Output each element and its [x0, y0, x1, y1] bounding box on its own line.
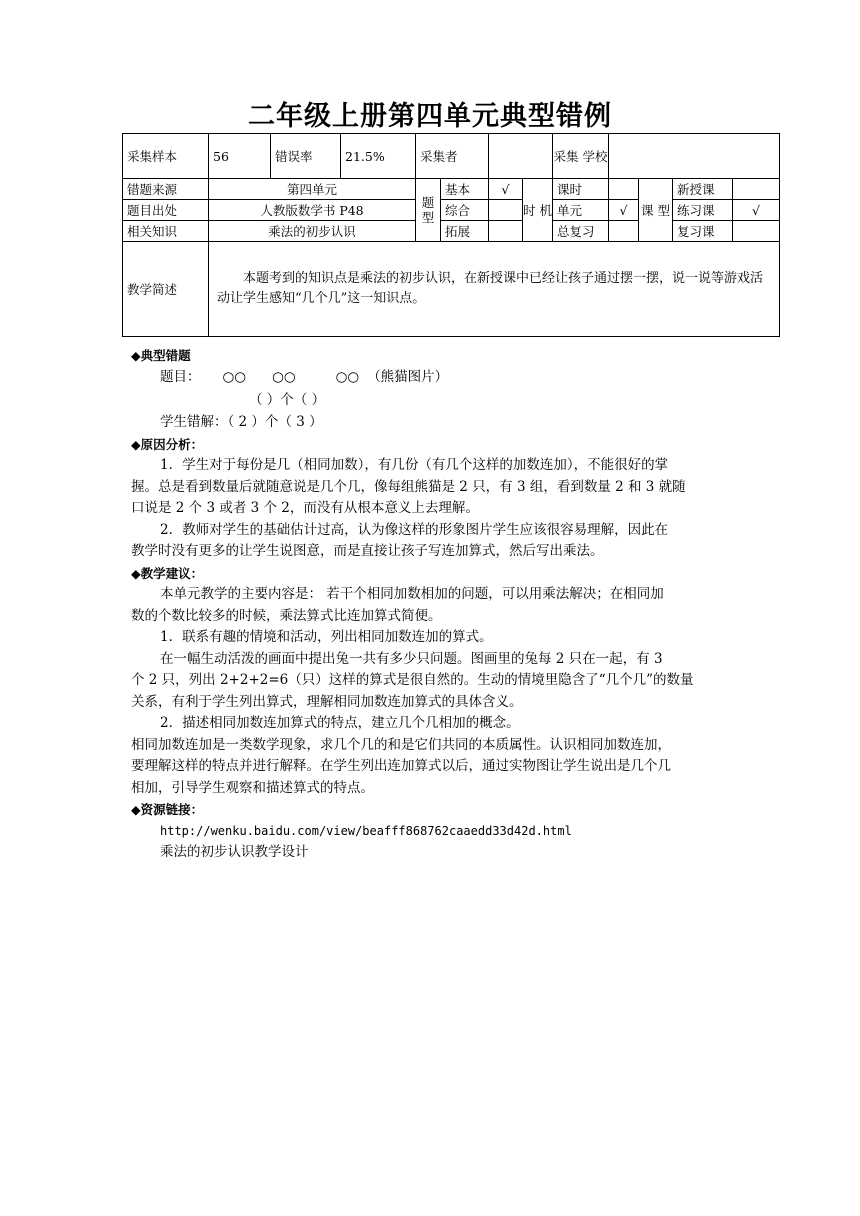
page-title: 二年级上册第四单元典型错例 — [248, 101, 612, 132]
advice-3-line-a: 在一幅生动活泼的画面中提出兔一共有多少只问题。图画里的兔每 2 只在一起，有 3 — [160, 650, 663, 667]
advice-5-line-a: 相同加数连加是一类数学现象，求几个几的和是它们共同的本质属性。认识相同加数连加， — [131, 736, 671, 753]
source-value: 第四单元 — [209, 179, 416, 200]
info-table — [122, 133, 780, 337]
type-combined-check — [489, 200, 523, 221]
resource-title: 乘法的初步认识教学设计 — [160, 844, 309, 860]
type-label: 题 型 — [416, 179, 441, 242]
school-value — [609, 134, 780, 179]
resource-link[interactable]: http://wenku.baidu.com/view/beafff868762caaedd33d42d.html — [160, 823, 572, 838]
sample-label: 采集样本 — [123, 134, 209, 179]
timing-lesson-label: 课时 — [553, 179, 609, 200]
advice-5-line-c: 相加，引导学生观察和描述算式的特点。 — [131, 779, 374, 796]
timing-lesson-check — [609, 179, 639, 200]
lesson-new-check — [733, 179, 780, 200]
error-rate-value: 21.5% — [341, 134, 416, 179]
collector-label: 采集者 — [416, 134, 489, 179]
type-extend-check — [489, 221, 523, 242]
teaching-label: 教学简述 — [123, 242, 209, 337]
school-label: 采集 学校 — [553, 134, 609, 179]
typical-heading: ◆典型错题 — [131, 348, 191, 363]
reason-2-line-b: 教学时没有更多的让学生说图意，而是直接让孩子写连加算式，然后写出乘法。 — [131, 543, 604, 559]
advice-1-line-b: 数的个数比较多的时候，乘法算式比连加算式简便。 — [131, 607, 442, 624]
type-basic-check: √ — [489, 179, 523, 200]
advice-1-line-a: 本单元教学的主要内容是： 若干个相同加数相加的问题，可以用乘法解决；在相同加 — [160, 586, 664, 602]
error-rate-label: 错误率 — [271, 134, 341, 179]
timing-review-label: 总复习 — [553, 221, 609, 242]
collector-value — [489, 134, 553, 179]
reason-1-line-a: 1．学生对于每份是几（相同加数），有几份（有几个这样的加数连加），不能很好的掌 — [160, 457, 669, 473]
lesson-type-label: 课 型 — [639, 179, 673, 242]
type-basic-label: 基本 — [441, 179, 489, 200]
lesson-new-label: 新授课 — [673, 179, 733, 200]
timing-label: 时 机 — [523, 179, 553, 242]
question-note: （熊猫图片） — [367, 368, 449, 385]
reason-1-line-c: 口说是 2 个 3 或者 3 个 2，而没有从根本意义上去理解。 — [131, 500, 479, 516]
student-error: 学生错解：（ 2 ）个（ 3 ） — [160, 414, 323, 430]
question-circles-1: ○○ — [222, 368, 247, 385]
timing-unit-label: 单元 — [553, 200, 609, 221]
teaching-text: 本题考到的知识点是乘法的初步认识，在新授课中已经让孩子通过摆一摆，说一说等游戏活动让学生感知“几个几”这一知识点。 — [209, 242, 780, 337]
question-label: 题目： — [160, 368, 201, 385]
advice-3-line-c: 关系，有利于学生列出算式，理解相同加数连加算式的具体含义。 — [131, 693, 523, 710]
lesson-review-check — [733, 221, 780, 242]
origin-value: 人教版数学书 P48 — [209, 200, 416, 221]
question-blank: （ ）个（ ） — [249, 392, 326, 408]
timing-unit-check: √ — [609, 200, 639, 221]
resource-heading: ◆资源链接： — [131, 802, 204, 817]
reason-1-line-b: 握。总是看到数量后就随意说是几个几，像每组熊猫是 2 只，有 3 组，看到数量 2 和 3 就随 — [131, 478, 686, 495]
advice-5-line-b: 要理解这样的特点并进行解释。在学生列出连加算式以后，通过实物图让学生说出是几个几 — [131, 758, 671, 774]
lesson-practice-label: 练习课 — [673, 200, 733, 221]
source-label: 错题来源 — [123, 179, 209, 200]
timing-review-check — [609, 221, 639, 242]
content-body — [131, 345, 781, 864]
question-circles-2: ○○ — [272, 368, 296, 385]
knowledge-label: 相关知识 — [123, 221, 209, 242]
advice-heading: ◆教学建议： — [131, 565, 204, 581]
lesson-review-label: 复习课 — [673, 221, 733, 242]
advice-2: 1．联系有趣的情境和活动，列出相同加数连加的算式。 — [160, 629, 493, 645]
type-extend-label: 拓展 — [441, 221, 489, 242]
knowledge-value: 乘法的初步认识 — [209, 221, 416, 242]
advice-4: 2．描述相同加数连加算式的特点，建立几个几相加的概念。 — [160, 715, 520, 731]
type-combined-label: 综合 — [441, 200, 489, 221]
lesson-practice-check: √ — [733, 200, 780, 221]
origin-label: 题目出处 — [123, 200, 209, 221]
reason-2-line-a: 2．教师对学生的基础估计过高，认为像这样的形象图片学生应该很容易理解，因此在 — [160, 521, 669, 538]
reason-heading: ◆原因分析： — [131, 436, 204, 452]
sample-value: 56 — [209, 134, 271, 179]
question-line — [131, 367, 781, 389]
question-circles-3: ○○ — [335, 368, 360, 385]
advice-3-line-b: 个 2 只，列出 2+2+2=6（只）这样的算式是很自然的。生动的情境里隐含了“几个几”的数量 — [131, 672, 694, 688]
